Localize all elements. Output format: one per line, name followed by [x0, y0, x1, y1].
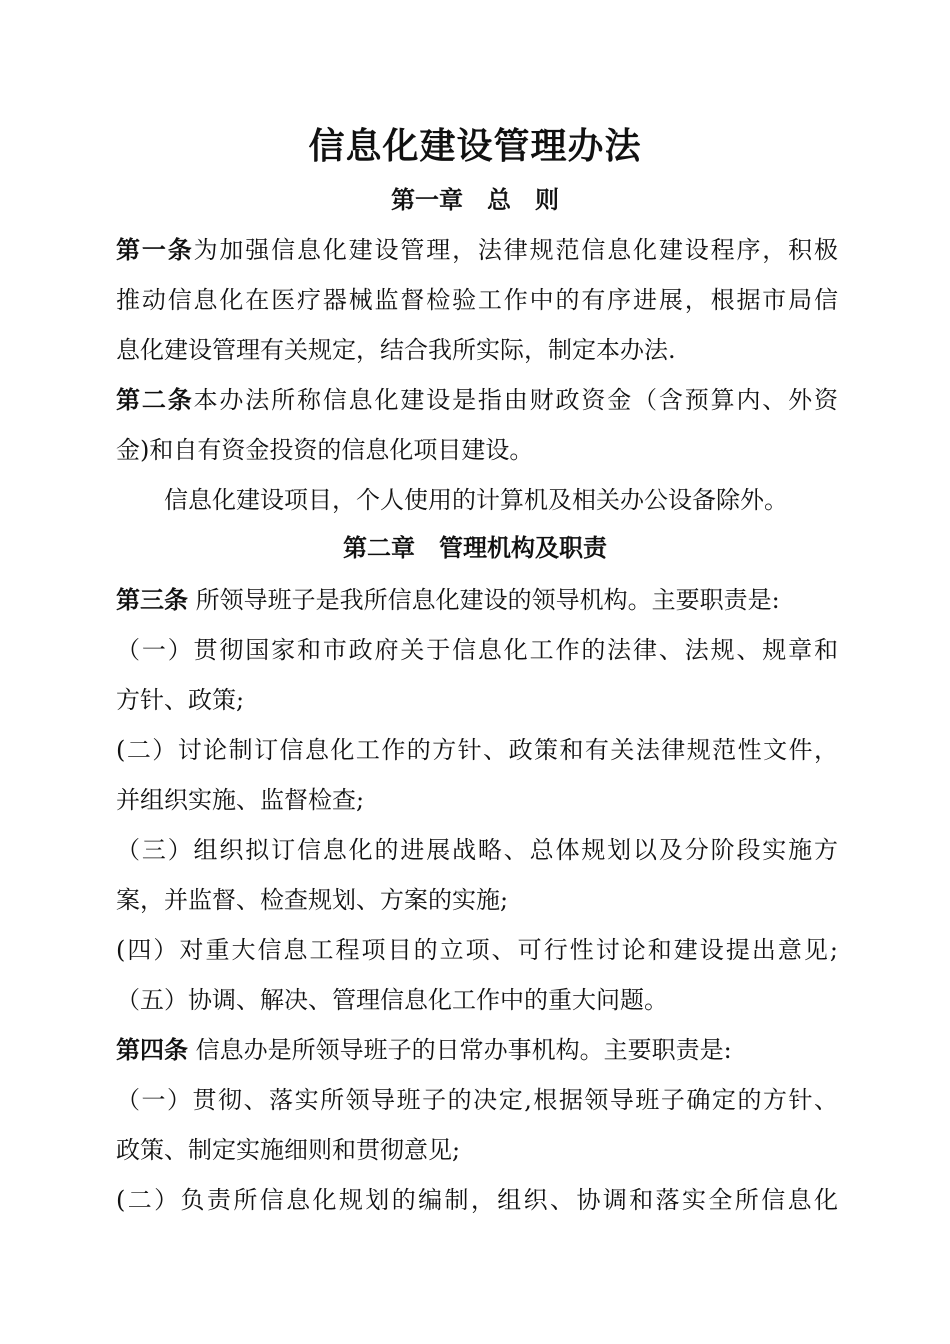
article-3-item-2-line-1: (二）讨论制订信息化工作的方针、政策和有关法律规范性文件，	[116, 736, 838, 764]
article-4-text-1: 信息办是所领导班子的日常办事机构。主要职责是:	[188, 1036, 732, 1064]
article-3-item-3-line-1: （三）组织拟订信息化的进展战略、总体规划以及分阶段实施方	[116, 836, 838, 864]
article-2-line-2: 金)和自有资金投资的信息化项目建设。	[116, 436, 534, 464]
chapter-1-heading: 第一章 总 则	[391, 186, 559, 214]
article-3-label: 第三条	[116, 586, 188, 614]
article-3-item-4: (四）对重大信息工程项目的立项、可行性讨论和建设提出意见;	[116, 936, 838, 964]
article-4-label: 第四条	[116, 1036, 188, 1064]
article-4-line-1	[116, 1030, 838, 1070]
article-3-item-1-line-1: （一）贯彻国家和市政府关于信息化工作的法律、法规、规章和	[116, 636, 838, 664]
article-3-item-5: （五）协调、解决、管理信息化工作中的重大问题。	[116, 986, 668, 1014]
article-1-line-1	[116, 230, 838, 270]
article-3-item-3-line-2: 案，并监督、检查规划、方案的实施;	[116, 886, 509, 914]
document-title: 信息化建设管理办法	[308, 126, 642, 167]
article-2-line-1	[116, 380, 838, 420]
article-4-item-1-line-1: （一）贯彻、落实所领导班子的决定,根据领导班子确定的方针、	[116, 1086, 838, 1114]
article-2-text-1: 本办法所称信息化建设是指由财政资金（含预算内、外资	[193, 386, 838, 414]
article-1-line-3: 息化建设管理有关规定，结合我所实际，制定本办法.	[116, 336, 676, 364]
article-3-item-2-line-2: 并组织实施、监督检查;	[116, 786, 365, 814]
article-2-line-3: 信息化建设项目，个人使用的计算机及相关办公设备除外。	[164, 486, 788, 514]
article-3-line-1	[116, 580, 838, 620]
article-1-label: 第一条	[116, 236, 194, 264]
article-3-item-1-line-2: 方针、政策;	[116, 686, 245, 714]
article-4-item-1-line-2: 政策、制定实施细则和贯彻意见;	[116, 1136, 461, 1164]
chapter-2-heading: 第二章 管理机构及职责	[343, 534, 607, 562]
article-2-label: 第二条	[116, 386, 194, 414]
article-3-text-1: 所领导班子是我所信息化建设的领导机构。主要职责是:	[188, 586, 780, 614]
article-1-text-1: 为加强信息化建设管理，法律规范信息化建设程序，积极	[193, 236, 838, 264]
article-1-line-2: 推动信息化在医疗器械监督检验工作中的有序进展，根据市局信	[116, 286, 838, 314]
article-4-item-2-line-1: (二）负责所信息化规划的编制，组织、协调和落实全所信息化	[116, 1186, 838, 1214]
